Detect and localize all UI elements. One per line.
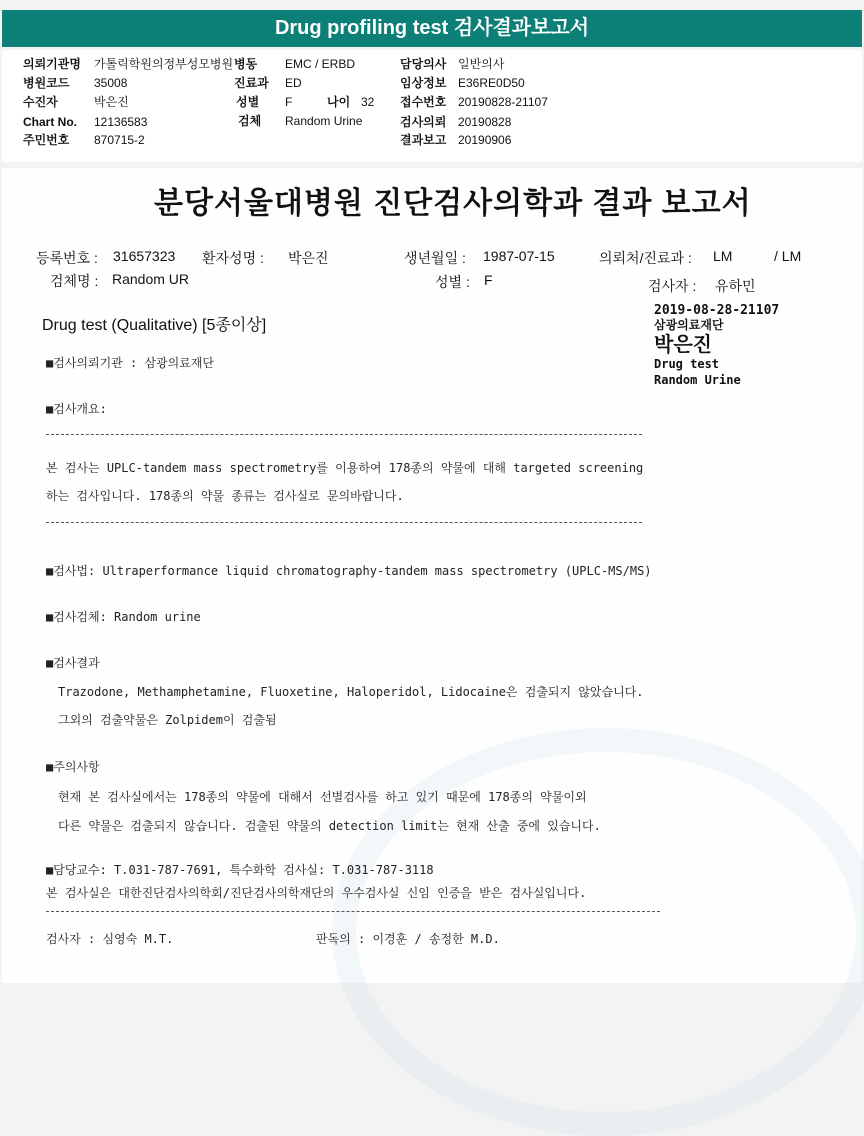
id-value: 870715-2 [94,133,145,147]
dept-label: 의뢰처/진료과 : [599,250,692,266]
banner-title: Drug profiling test 검사결과보고서 [2,10,862,47]
ward-value: EMC / ERBD [285,57,356,71]
order-info-panel [2,50,862,162]
reader-line: 판독의 : 이경훈 / 송정한 M.D. [316,932,500,946]
report-title: 분당서울대병원 진단검사의학과 결과 보고서 [154,187,752,220]
ward-label: 병동 [234,57,258,71]
age-value: 32 [361,95,375,109]
name-value: 박은진 [288,250,329,266]
report-label: 결과보고 [400,133,447,147]
sex-value: F [285,95,293,109]
hospital-code-label: 병원코드 [23,76,70,90]
reg-label: 등록번호 : [36,250,98,266]
divider [46,522,642,523]
test-title: Drug test (Qualitative) [5종이상] [42,317,267,334]
dob-value: 1987-07-15 [483,248,555,264]
clinical-value: E36RE0D50 [458,76,525,90]
reg-value: 31657323 [113,248,176,264]
divider [46,434,642,435]
doctor-value: 일반의사 [458,57,505,71]
caution-line-1: 현재 본 검사실에서는 178종의 약물에 대해서 선별검사를 하고 있기 때문에 178종의 약물이외 [58,790,587,804]
clinical-label: 임상정보 [400,76,447,90]
dept-label: 진료과 [234,76,269,90]
sex-value: F [484,272,493,288]
overview-line-1: 본 검사는 UPLC-tandem mass spectrometry를 이용하여 178종의 약물에 대해 targeted screening [46,461,644,475]
stamp-line-3: 박은진 [654,332,712,356]
overview-line-2: 하는 검사입니다. 178종의 약물 종류는 검사실로 문의바랍니다. [46,489,404,503]
result-heading: ■검사결과 [46,656,100,670]
specimen-label: 검체명 : [50,273,99,289]
tester-value: 유하민 [715,278,756,294]
certification-line: 본 검사실은 대한진단검사의학회/진단검사의학재단의 우수검사실 신임 인증을 받은 검사실입니다. [46,886,587,900]
contact-line: ■담당교수: T.031-787-7691, 특수화학 검사실: T.031-787-3118 [46,863,434,877]
sex-label: 성별 : [435,274,470,290]
sex-label: 성별 [236,95,260,109]
lab-report-page [2,168,862,983]
specimen-stamp [654,304,779,388]
signer-line: 검사자 : 심영숙 M.T. [46,932,174,946]
stamp-line-1: 2019-08-28-21107 [654,303,780,318]
requester-value: 가톨릭학원의정부성모병원 [94,57,234,71]
stamp-line-5: Random Urine [654,373,741,387]
chart-label: Chart No. [23,115,77,129]
id-label: 주민번호 [23,133,70,147]
report-date: 20190906 [458,133,512,147]
top-strip [0,0,864,10]
patient-value: 박은진 [94,95,129,109]
specimen-label: 검체 [238,114,262,128]
caution-line-2: 다른 약물은 검출되지 않습니다. 검출된 약물의 detection limit는 현재 산출 중에 있습니다. [58,819,601,833]
request-label: 검사의뢰 [400,115,447,129]
caution-heading: ■주의사항 [46,760,100,774]
overview-heading: ■검사개요: [46,402,107,416]
specimen-value: Random Urine [285,114,363,128]
stamp-line-4: Drug test [654,357,720,371]
specimen-value: Random UR [112,271,190,287]
result-line-1: Trazodone, Methamphetamine, Fluoxetine, Haloperidol, Lidocaine은 검출되지 않았습니다. [58,685,644,699]
institution-line: ■검사의뢰기관 : 삼광의료재단 [46,356,215,370]
result-line-2: 그외의 검출약물은 Zolpidem이 검출됨 [58,713,277,727]
receipt-value: 20190828-21107 [458,95,548,109]
dept-value: LM [713,248,733,264]
specimen-line: ■검사검체: Random urine [46,610,201,624]
name-label: 환자성명 : [202,250,264,266]
hospital-code-value: 35008 [94,76,128,90]
method-line: ■검사법: Ultraperformance liquid chromatography-tandem mass spectrometry (UPLC-MS/MS) [46,564,652,578]
dept-value-2: / LM [774,248,802,264]
stamp-line-2: 삼광의료재단 [654,318,724,332]
dept-value: ED [285,76,302,90]
dob-label: 생년월일 : [404,250,466,266]
divider [46,911,660,912]
age-label: 나이 [327,95,351,109]
chart-value: 12136583 [94,115,148,129]
request-date: 20190828 [458,115,512,129]
doctor-label: 담당의사 [400,57,447,71]
requester-label: 의뢰기관명 [23,57,81,71]
patient-label: 수진자 [23,95,58,109]
tester-label: 검사자 : [648,278,697,294]
receipt-label: 접수번호 [400,95,447,109]
